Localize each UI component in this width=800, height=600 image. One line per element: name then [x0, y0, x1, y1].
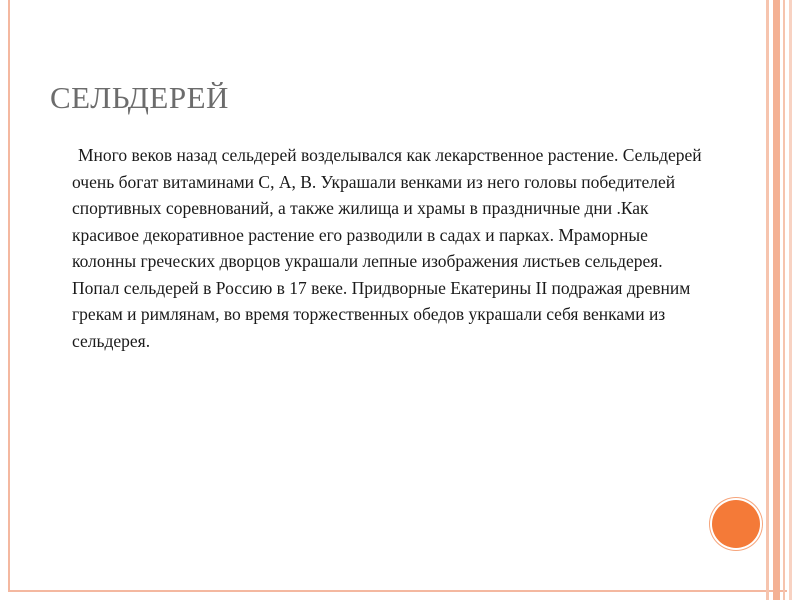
decorative-stripe: [783, 0, 785, 600]
slide-title: СЕЛЬДЕРЕЙ: [50, 80, 229, 115]
decorative-stripe: [789, 0, 792, 600]
decorative-stripe: [773, 0, 780, 600]
decorative-circle: [712, 500, 760, 548]
decorative-stripe: [766, 0, 769, 600]
slide-body-text: Много веков назад сельдерей возделывался как лекарственное растение. Сельдерей очень богат витаминами С, А, В. Украшали венками из него головы победителей спортивных соревнований, а также жилища и храмы в праздничные дни .Как красивое декоративное растение его разводили в садах и парках. Мраморные колонны греческих дворцов украшали лепные изображения листьев сельдерея. Попал сельдерей в Россию в 17 веке. Придворные Екатерины II подражая древним грекам и римлянам, во время торжественных обедов украшали себя венками из сельдерея.: [72, 145, 702, 351]
